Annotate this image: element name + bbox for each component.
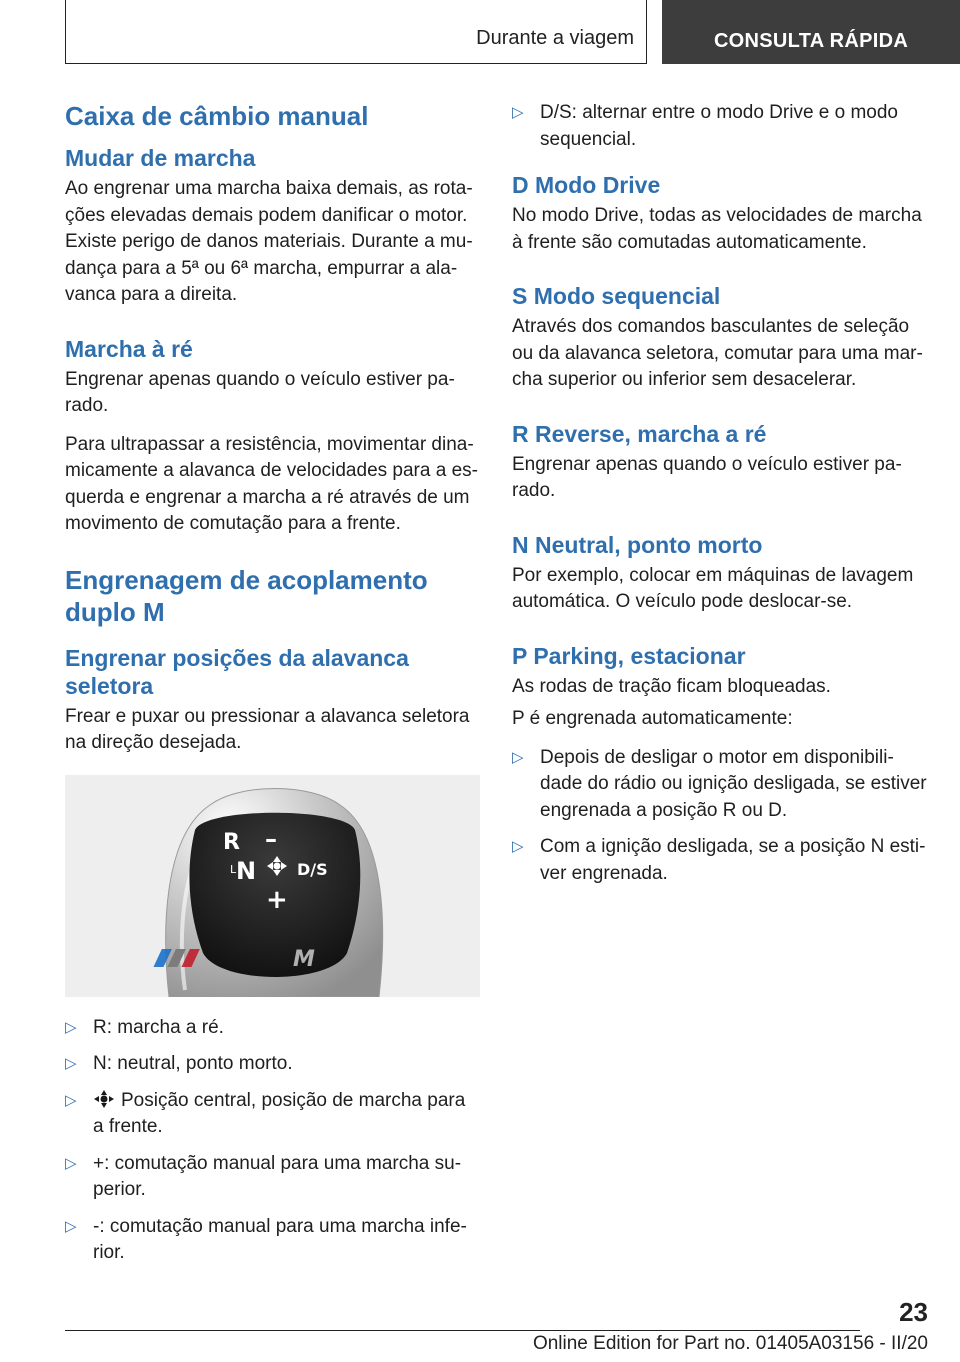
header-chapter-tab[interactable] [662,0,960,64]
paragraph-neutral: Por exemplo, colocar em máquinas de lavagem automática. O veículo pode deslocar-se. [512,564,914,612]
paragraph-drive-mode: No modo Drive, todas as velocidades de marcha à frente são comutadas automaticamente. [512,205,922,253]
heading-dual-clutch: Engrenagem de acoplamento duplo M [65,564,428,627]
parking-bullet-list [512,745,928,888]
knob-label-r: R [223,829,240,855]
center-position-icon [93,1089,115,1109]
footer-divider [65,1330,860,1331]
bullet-triangle-icon: ▷ [512,104,524,121]
heading-drive-mode: D Modo Drive [512,172,661,198]
gear-selector-knob-illustration [65,775,480,997]
knob-label-minus: – [265,824,277,853]
list-item: ▷ Com a ignição desligada, se a posição N estiver engrenada. [512,836,926,884]
paragraph-parking-2: P é engrenada automaticamente: [512,708,793,729]
paragraph-shift-gear: Ao engrenar uma marcha baixa demais, as rotações elevadas demais podem danificar o motor. Existe perigo de danos materiais. Durante a mudança para a 5ª ou 6ª marcha, empurrar a alavanca para a direita. [65,178,473,305]
ds-bullet-list [512,100,928,153]
header-section-title: Durante a viagem [476,27,634,49]
bullet-triangle-icon: ▷ [65,1018,77,1036]
heading-shift-gear: Mudar de marcha [65,145,256,171]
paragraph-sequential-mode: Através dos comandos basculantes de seleção ou da alavanca seletora, comutar para uma marcha superior ou inferior sem desacelerar. [512,316,923,390]
heading-parking: P Parking, estacionar [512,642,746,669]
list-item: ▷ D/S: alternar entre o modo Drive e o modo sequencial. [512,102,899,150]
bullet-triangle-icon: ▷ [65,1091,77,1109]
list-item: ▷ -: comutação manual para uma marcha inferior. [65,1215,467,1263]
bullet-triangle-icon: ▷ [512,748,524,766]
header-chapter-label: CONSULTA RÁPIDA [713,29,909,52]
list-item: ▷ R: marcha a ré. [65,1015,480,1042]
left-column [65,100,480,1277]
bullet-triangle-icon: ▷ [65,1055,77,1072]
list-item: ▷ Posição central, posição de marcha para a frente. [65,1089,466,1137]
bullet-triangle-icon: ▷ [65,1154,77,1172]
heading-reverse-gear: Marcha à ré [65,335,193,362]
knob-label-ds: D/S [297,859,328,879]
heading-reverse: R Reverse, marcha a ré [512,420,767,447]
heading-neutral: N Neutral, ponto morto [512,531,763,558]
selector-bullet-list [65,1015,480,1267]
heading-selector-positions: Engrenar posições da alavanca seletora [65,644,409,699]
heading-manual-gearbox: Caixa de câmbio manual [65,101,369,131]
paragraph-reverse-2: Para ultrapassar a resistência, movimentar dinamicamente a alavanca de velocidades para a esquerda e engrenar a marcha a ré através de um movimento de comutação para a frente. [65,433,478,534]
knob-label-l: L [230,862,237,876]
knob-label-plus: + [266,884,288,915]
edition-note: Online Edition for Part no. 01405A03156 - II/20 [532,1333,928,1354]
paragraph-reverse: Engrenar apenas quando o veículo estiver parado. [512,453,902,501]
list-item: ▷ N: neutral, ponto morto. [65,1051,480,1078]
paragraph-selector-positions: Frear e puxar ou pressionar a alavanca seletora na direção desejada. [65,705,470,753]
right-column [512,100,928,897]
gear-selector-figure [65,775,480,997]
bullet-triangle-icon: ▷ [512,838,524,855]
list-item: ▷ Depois de desligar o motor em disponibilidade do rádio ou ignição desligada, se estiver engrenada a posição R ou D. [512,746,927,821]
knob-label-n: N [236,856,257,885]
paragraph-reverse-1: Engrenar apenas quando o veículo estiver parado. [65,368,455,416]
paragraph-parking-1: As rodas de tração ficam bloqueadas. [512,675,831,697]
bullet-triangle-icon: ▷ [65,1217,77,1235]
list-item: ▷ +: comutação manual para uma marcha superior. [65,1152,462,1200]
heading-sequential-mode: S Modo sequencial [512,283,721,309]
page-number: 23 [899,1297,928,1327]
svg-text:M: M [293,946,315,972]
